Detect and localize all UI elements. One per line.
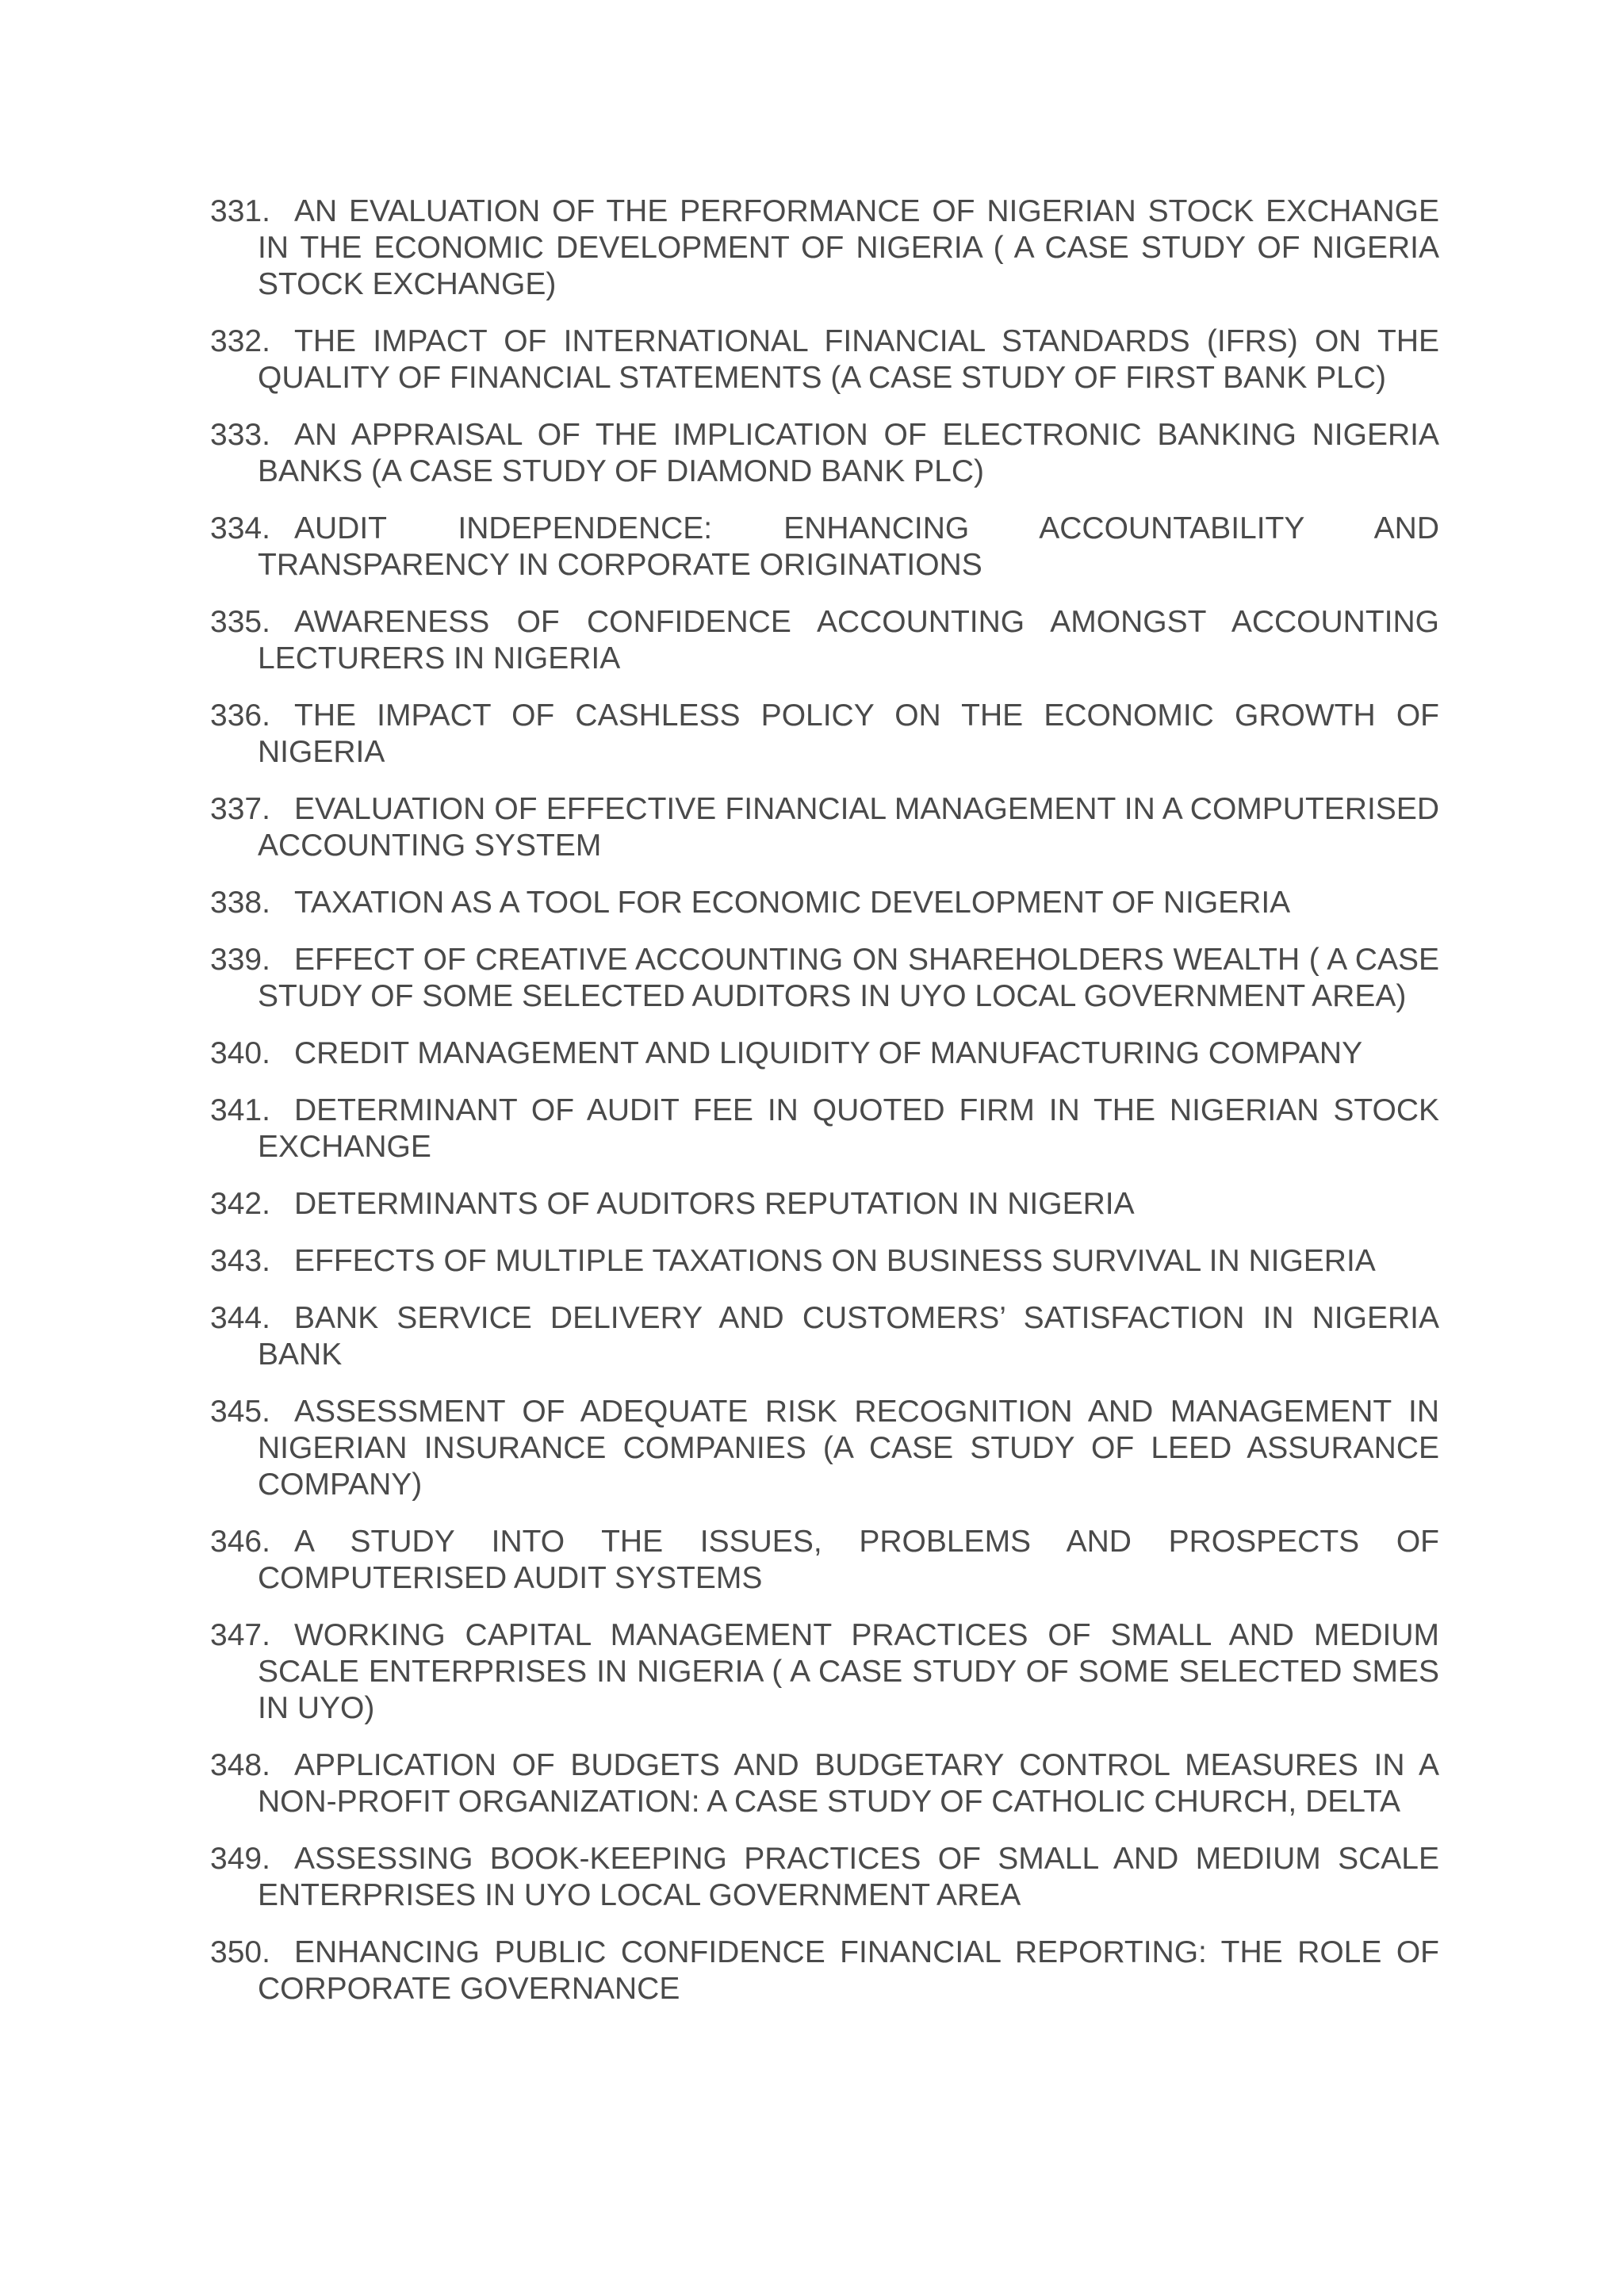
item-number: 342. (210, 1187, 270, 1221)
list-item (210, 1747, 1439, 1820)
list-item (210, 511, 1439, 584)
item-title: APPLICATION OF BUDGETS AND BUDGETARY CONTROL MEASURES IN A NON-PROFIT ORGANIZATION: A CASE STUDY OF CATHOLIC CHURCH, DELTA (258, 1748, 1439, 1819)
list-item (210, 942, 1439, 1015)
list-item (210, 1617, 1439, 1727)
item-title: ENHANCING PUBLIC CONFIDENCE FINANCIAL REPORTING: THE ROLE OF CORPORATE GOVERNANCE (258, 1935, 1439, 2006)
list-item (210, 193, 1439, 303)
item-number: 347. (210, 1618, 270, 1652)
item-number: 350. (210, 1935, 270, 1969)
item-title: AWARENESS OF CONFIDENCE ACCOUNTING AMONGST ACCOUNTING LECTURERS IN NIGERIA (258, 605, 1439, 675)
item-title: AUDIT INDEPENDENCE: ENHANCING ACCOUNTABILITY AND TRANSPARENCY IN CORPORATE ORIGINATIONS (258, 511, 1439, 582)
item-title: DETERMINANTS OF AUDITORS REPUTATION IN NIGERIA (294, 1187, 1135, 1221)
item-number: 340. (210, 1036, 270, 1070)
item-title: EFFECT OF CREATIVE ACCOUNTING ON SHAREHOLDERS WEALTH ( A CASE STUDY OF SOME SELECTED AUDITORS IN UYO LOCAL GOVERNMENT AREA) (258, 943, 1439, 1013)
item-number: 335. (210, 605, 270, 639)
list-item (210, 1524, 1439, 1597)
project-topic-list (210, 193, 1439, 2028)
item-title: A STUDY INTO THE ISSUES, PROBLEMS AND PROSPECTS OF COMPUTERISED AUDIT SYSTEMS (258, 1525, 1439, 1595)
item-title: AN EVALUATION OF THE PERFORMANCE OF NIGERIAN STOCK EXCHANGE IN THE ECONOMIC DEVELOPMENT OF NIGERIA ( A CASE STUDY OF NIGERIA STOCK EXCHANGE) (258, 194, 1439, 301)
list-item (210, 417, 1439, 490)
item-number: 332. (210, 324, 270, 358)
item-number: 338. (210, 886, 270, 920)
item-number: 333. (210, 418, 270, 452)
item-title: WORKING CAPITAL MANAGEMENT PRACTICES OF SMALL AND MEDIUM SCALE ENTERPRISES IN NIGERIA ( A CASE STUDY OF SOME SELECTED SMES IN UYO) (258, 1618, 1439, 1725)
list-item (210, 698, 1439, 771)
list-item (210, 1035, 1439, 1072)
list-item (210, 323, 1439, 396)
list-item (210, 1243, 1439, 1280)
item-number: 337. (210, 792, 270, 826)
item-title: TAXATION AS A TOOL FOR ECONOMIC DEVELOPMENT OF NIGERIA (294, 886, 1291, 920)
item-number: 345. (210, 1395, 270, 1429)
list-item (210, 1300, 1439, 1373)
item-title: THE IMPACT OF INTERNATIONAL FINANCIAL STANDARDS (IFRS) ON THE QUALITY OF FINANCIAL STATEMENTS (A CASE STUDY OF FIRST BANK PLC) (258, 324, 1439, 395)
list-item (210, 604, 1439, 677)
list-item (210, 1934, 1439, 2007)
item-title: THE IMPACT OF CASHLESS POLICY ON THE ECONOMIC GROWTH OF NIGERIA (258, 698, 1439, 769)
list-item (210, 1394, 1439, 1503)
item-title: EVALUATION OF EFFECTIVE FINANCIAL MANAGEMENT IN A COMPUTERISED ACCOUNTING SYSTEM (258, 792, 1439, 863)
item-number: 348. (210, 1748, 270, 1782)
item-number: 346. (210, 1525, 270, 1559)
item-title: ASSESSING BOOK-KEEPING PRACTICES OF SMALL AND MEDIUM SCALE ENTERPRISES IN UYO LOCAL GOVERNMENT AREA (258, 1842, 1439, 1912)
list-item (210, 1186, 1439, 1223)
item-number: 339. (210, 943, 270, 977)
item-title: DETERMINANT OF AUDIT FEE IN QUOTED FIRM IN THE NIGERIAN STOCK EXCHANGE (258, 1093, 1439, 1164)
item-number: 343. (210, 1244, 270, 1278)
item-number: 349. (210, 1842, 270, 1876)
list-item (210, 885, 1439, 921)
item-title: ASSESSMENT OF ADEQUATE RISK RECOGNITION AND MANAGEMENT IN NIGERIAN INSURANCE COMPANIES (A CASE STUDY OF LEED ASSURANCE COMPANY) (258, 1395, 1439, 1502)
list-item (210, 1093, 1439, 1165)
list-item (210, 1841, 1439, 1914)
item-number: 336. (210, 698, 270, 733)
list-item (210, 791, 1439, 864)
item-number: 334. (210, 511, 270, 545)
item-number: 344. (210, 1301, 270, 1335)
item-title: AN APPRAISAL OF THE IMPLICATION OF ELECTRONIC BANKING NIGERIA BANKS (A CASE STUDY OF DIAMOND BANK PLC) (258, 418, 1439, 488)
item-title: CREDIT MANAGEMENT AND LIQUIDITY OF MANUFACTURING COMPANY (294, 1036, 1363, 1070)
item-title: BANK SERVICE DELIVERY AND CUSTOMERS’ SATISFACTION IN NIGERIA BANK (258, 1301, 1439, 1372)
item-number: 341. (210, 1093, 270, 1127)
item-title: EFFECTS OF MULTIPLE TAXATIONS ON BUSINESS SURVIVAL IN NIGERIA (294, 1244, 1376, 1278)
item-number: 331. (210, 194, 270, 228)
